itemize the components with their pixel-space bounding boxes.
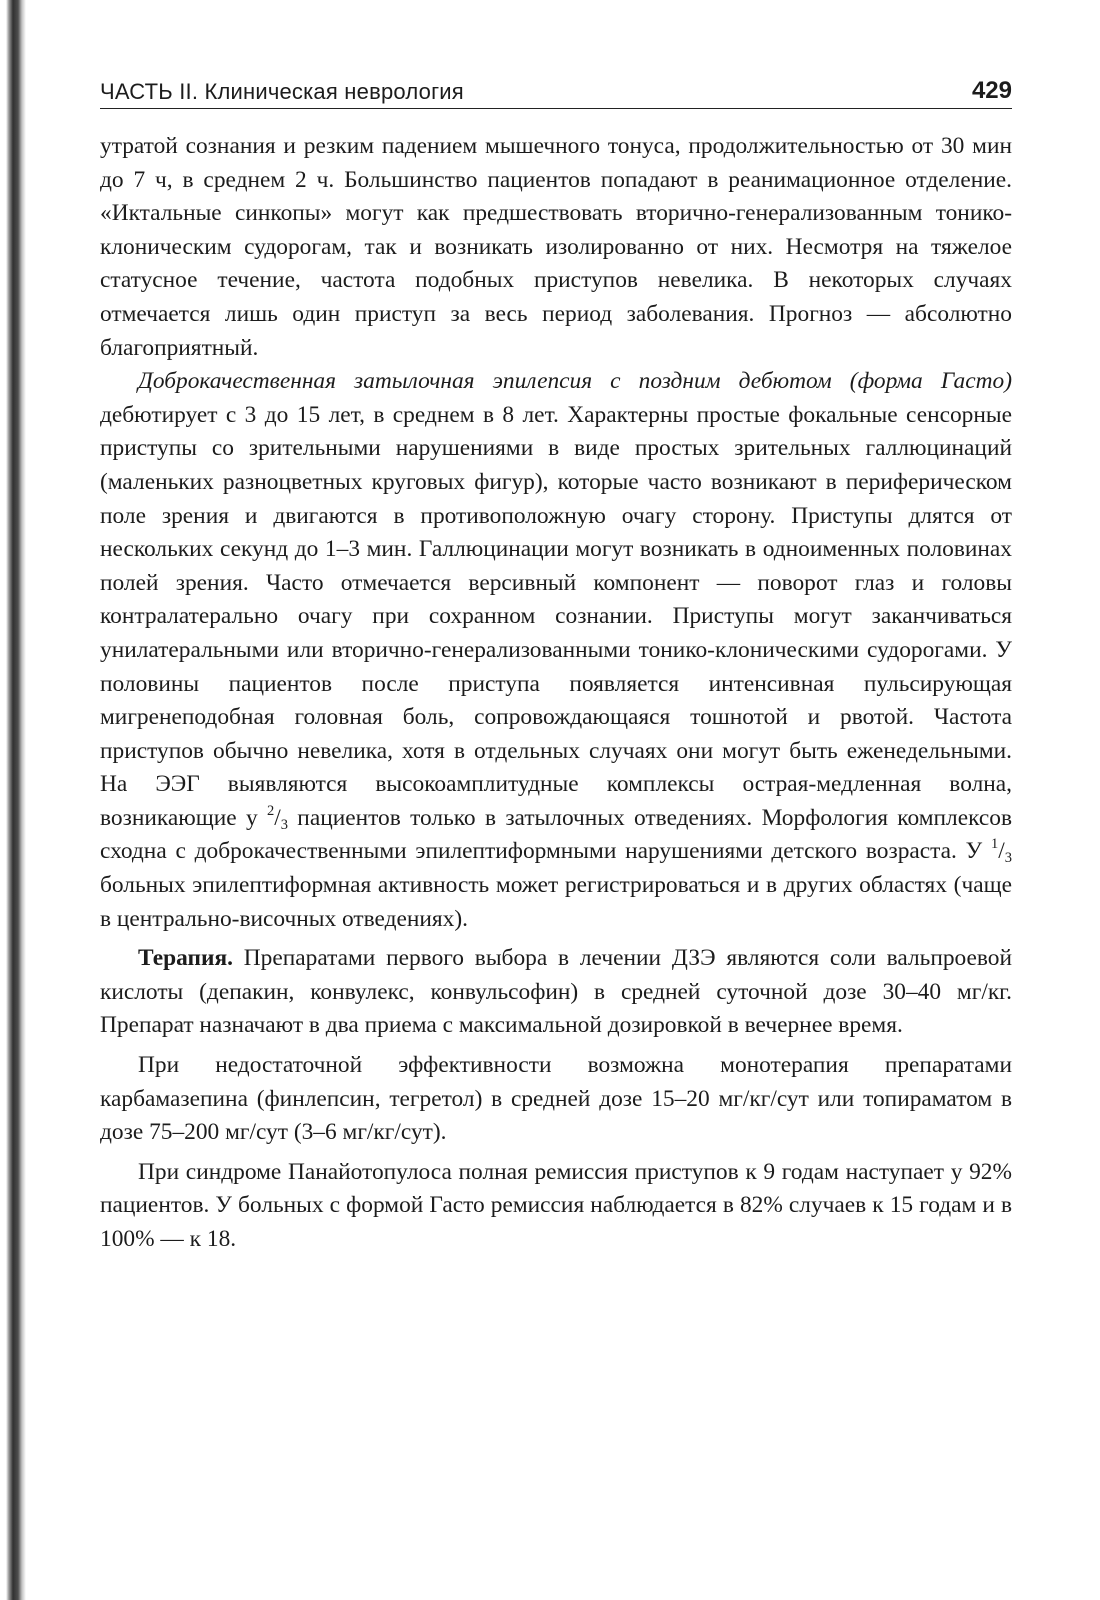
- paragraph-monotherapy: [100, 1049, 1012, 1150]
- paragraph-remission: [100, 1156, 1012, 1257]
- paragraph-text: дебютирует с 3 до 15 лет, в среднем в 8 лет. Характерны простые фокальные сенсорные приступы со зрительными нарушениями в виде простых зрительных галлюцинаций (маленьких разноцветных круговых фигур), которые часто возникают в периферическом поле зрения и двигаются в противоположную очагу сторону. Приступы длятся от нескольких секунд до 1–3 мин. Галлюцинации могут возникать в одноименных половинах полей зрения. Часто отмечается версивный компонент — поворот глаз и головы контралатерально очагу при сохранном сознании. Приступы могут заканчиваться унилатеральными или вторично-генерализованными тонико-клоническими судорогами. У половины пациентов после приступа появляется интенсивная пульсирующая мигренеподобная головная боль, сопровождающаяся тошнотой и рвотой. Частота приступов обычно невелика, хотя в отдельных случаях они могут быть еженедельными. На ЭЭГ выявляются высокоамплитудные комплексы острая-медленная волна, возникающие у: [100, 401, 1012, 831]
- paragraph-text: Препаратами первого выбора в лечении ДЗЭ являются соли вальпроевой кислоты (депакин, конвулекс, конвульсофин) в средней суточной дозе 30–40 мг/кг. Препарат назначают в два приема с максимальной дозировкой в вечернее время.: [100, 945, 1012, 1039]
- term-gastaut-form: Доброкачественная затылочная эпилепсия с поздним дебютом (форма Гасто): [138, 368, 1012, 395]
- paragraph-ictal-syncope: [100, 130, 1012, 365]
- paragraph-text: При синдроме Панайотопулоса полная ремиссия приступов к 9 годам наступает у 92% пациентов. У больных с формой Гасто ремиссия наблюдается в 82% случаев к 15 годам и в 100% — к 18.: [100, 1158, 1012, 1252]
- page-body: [100, 130, 1012, 1257]
- paragraph-therapy: [100, 942, 1012, 1043]
- paragraph-text: пациентов только в затылочных отведениях. Морфология комплексов сходна с доброкачественными эпилептиформными нарушениями детского возраста. У: [100, 804, 1012, 865]
- running-header-title: ЧАСТЬ II. Клиническая неврология: [100, 79, 464, 104]
- paragraph-text: При недостаточной эффективности возможна монотерапия препаратами карбамазепина (финлепсин, тегретол) в средней дозе 15–20 мг/кг/сут или топираматом в дозе 75–200 мг/сут (3–6 мг/кг/сут).: [100, 1052, 1012, 1146]
- page-number: 429: [971, 77, 1012, 104]
- therapy-heading: Терапия.: [138, 945, 233, 972]
- paragraph-text: утратой сознания и резким падением мышечного тонуса, продолжительностью от 30 мин до 7 ч, в среднем 2 ч. Большинство пациентов попадают в реанимационное отделение. «Иктальные синкопы» могут как предшествовать вторично-генерализованным тонико-клоническим судорогам, так и возникать изолированно от них. Несмотря на тяжелое статусное течение, частота подобных приступов невелика. В некоторых случаях отмечается лишь один приступ за весь период заболевания. Прогноз — абсолютно благоприятный.: [100, 133, 1012, 361]
- fraction-numerator: 2: [266, 802, 275, 819]
- paragraph-text: больных эпилептиформная активность может регистрироваться и в других областях (чаще в центрально-височных отведениях).: [100, 872, 1012, 932]
- running-header: [100, 76, 1012, 109]
- paragraph-gastaut-epilepsy: Доброкачественная затылочная эпилепсия с поздним дебютом (форма Гасто) дебютирует с 3 до 15 лет, в среднем в 8 лет. Характерны простые фокальные сенсорные приступы со зрительными нарушениями в виде простых зрительных галлюцинаций (маленьких разноцветных круговых фигур), которые часто возникают в периферическом поле зрения и двигаются в противоположную очагу сторону. Приступы длятся от нескольких секунд до 1–3 мин. Галлюцинации могут возникать в одноименных половинах полей зрения. Часто отмечается версивный компонент — поворот глаз и головы контралатерально очагу при сохранном сознании. Приступы могут заканчиваться унилатеральными или вторично-генерализованными тонико-клоническими судорогами. У половины пациентов после приступа появляется интенсивная пульсирующая мигренеподобная головная боль, сопровождающаяся тошнотой и рвотой. Частота приступов обычно невелика, хотя в отдельных случаях они могут быть еженедельными. На ЭЭГ выявляются высокоамплитудные комплексы острая-медленная волна, возникающие у $^2/_3$ пациентов только в затылочных отведениях. Морфология комплексов сходна с доброкачественными эпилептиформными нарушениями детского возраста. У $^1/_3$ больных эпилептиформная активность может регистрироваться и в других областях (чаще в центрально-височных отведениях).: [100, 368, 1012, 932]
- page-binding-shadow: [0, 0, 26, 1600]
- fraction-denominator: 3: [1004, 850, 1012, 867]
- fraction-denominator: 3: [280, 816, 288, 833]
- fraction-numerator: 1: [991, 836, 999, 853]
